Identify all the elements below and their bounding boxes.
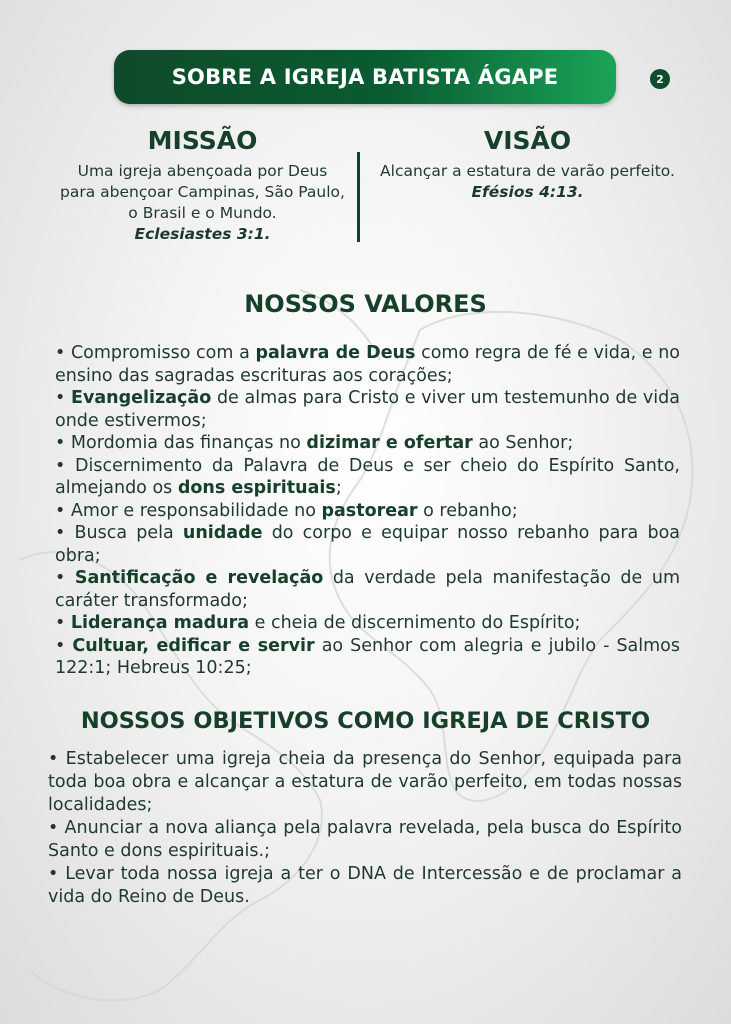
valores-title: NOSSOS VALORES [244,290,487,318]
missao-title: MISSÃO [147,126,258,155]
list-item: • Compromisso com a palavra de Deus como regra de fé e vida, e no ensino das sagradas escrituras aos corações; [55,343,680,386]
list-item: • Busca pela unidade do corpo e equipar nosso rebanho para boa obra; [55,523,680,566]
missao-line: Uma igreja abençoada por Deus [77,162,328,180]
visao-line: Alcançar a estatura de varão perfeito. [380,162,675,180]
objetivos-list [48,748,682,909]
list-item: • Santificação e revelação da verdade pela manifestação de um caráter transformado; [55,568,680,611]
list-item: • Estabelecer uma igreja cheia da presença do Senhor, equipada para toda boa obra e alcançar a estatura de varão perfeito, em todas nossas localidades; [48,749,682,815]
column-divider [357,152,360,242]
page-number-badge: 2 [650,69,670,89]
list-item: • Discernimento da Palavra de Deus e ser cheio do Espírito Santo, almejando os dons espirituais; [55,455,680,498]
missao-reference: Eclesiastes 3:1. [134,225,271,243]
list-item: • Anunciar a nova aliança pela palavra revelada, pela busca do Espírito Santo e dons espirituais.; [48,818,682,861]
visao-text [370,161,685,203]
objetivos-title: NOSSOS OBJETIVOS COMO IGREJA DE CRISTO [80,708,651,734]
missao-line: para abençoar Campinas, São Paulo, [60,183,345,201]
visao-title: VISÃO [483,126,572,155]
list-item: • Liderança madura e cheia de discernimento do Espírito; [55,613,581,633]
header-title: SOBRE A IGREJA BATISTA ÁGAPE [171,65,559,89]
list-item: • Mordomia das finanças no dizimar e ofertar ao Senhor; [55,433,574,453]
missao-text [48,161,357,245]
visao-reference: Efésios 4:13. [471,183,584,201]
missao-line: o Brasil e o Mundo. [128,204,277,222]
list-item: • Levar toda nossa igreja a ter o DNA de Intercessão e de proclamar a vida do Reino de Deus. [48,864,682,907]
list-item: • Cultuar, edificar e servir ao Senhor com alegria e jubilo - Salmos 122:1; Hebreus 10:25; [55,635,681,678]
list-item: • Evangelização de almas para Cristo e viver um testemunho de vida onde estivermos; [55,388,680,431]
list-item: • Amor e responsabilidade no pastorear o rebanho; [55,500,518,521]
section-header-banner [114,50,616,104]
valores-list [55,342,680,680]
